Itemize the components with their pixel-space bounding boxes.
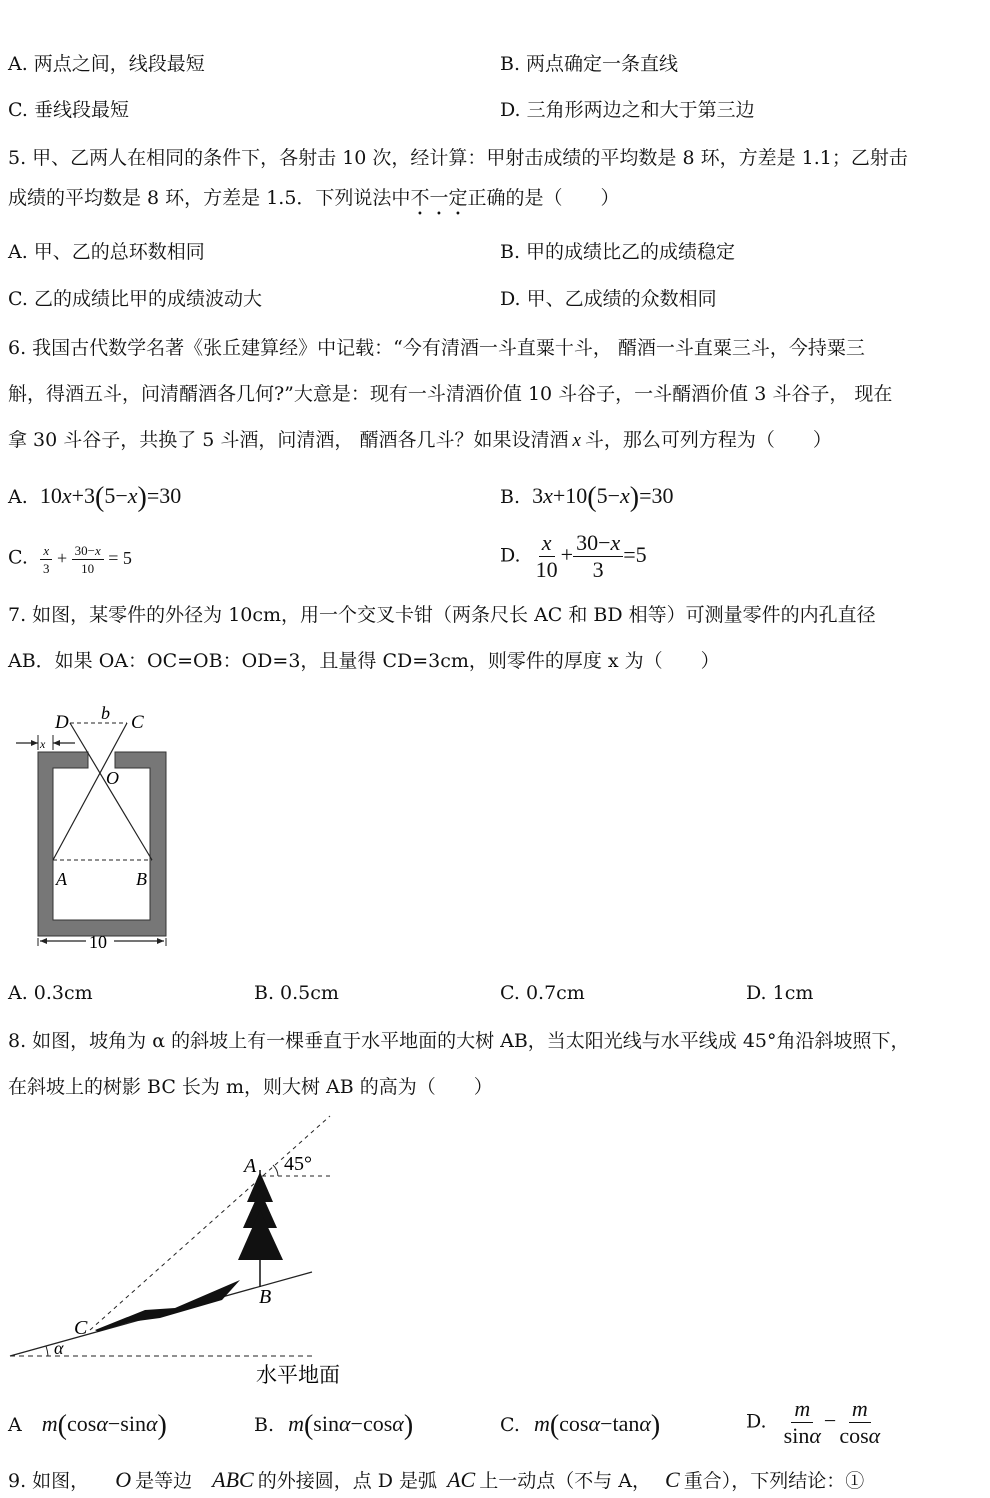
q8-option-c-expr: m(cosα−tanα) — [533, 1410, 661, 1441]
q8-option-d-expr: $\frac{m}{\sin\alpha}$ − $\frac{m}{\cos\alpha}$ — [783, 1396, 881, 1448]
q6-stem-text: 拿 30 斗谷子，共换了 5 斗酒，问清酒， 醑酒各几斗？如果设清酒 — [8, 429, 569, 451]
q9-arc: AC — [447, 1467, 476, 1492]
q7-stem-line1: 7. 如图，某零件的外径为 10cm，用一个交叉卡钳（两条尺长 AC 和 BD 相等）可测量零件的内孔直径 — [8, 604, 876, 626]
q9-stem-line1 — [8, 1468, 864, 1493]
q6-option-b-label: B. — [500, 486, 521, 508]
label-45: 45° — [284, 1153, 312, 1175]
q9-circle-o: O — [115, 1467, 132, 1492]
label-b-top: b — [101, 703, 110, 723]
q7-option-a: A. 0.3cm — [8, 982, 93, 1004]
q6-option-c — [8, 544, 132, 575]
q5-emphasis: 不一定 — [410, 187, 468, 209]
q6-option-a-label: A. — [8, 486, 28, 508]
q6-option-c-expr: $\frac{x}{3}$ + $\frac{30-x}{10}$ = 5 — [40, 548, 132, 568]
label-width: 10 — [89, 932, 107, 952]
q7-option-d: D. 1cm — [746, 982, 814, 1004]
q4-option-a: A. 两点之间，线段最短 — [8, 53, 205, 75]
q8-option-a-label: A — [8, 1414, 22, 1436]
q6-option-d-expr: $\frac{x}{10}$ + $\frac{30-x}{3}$ =5 — [535, 530, 647, 582]
q6-option-a-expr: 10x+3(5−x)=30 — [39, 482, 182, 513]
q7-option-b: B. 0.5cm — [254, 982, 339, 1004]
q6-stem-line1: 6. 我国古代数学名著《张丘建算经》中记载：“今有清酒一斗直粟十斗， 醑酒一斗直粟三斗，今持粟三 — [8, 337, 865, 359]
q6-option-b-expr: 3x+10(5−x)=30 — [532, 482, 674, 513]
q8-stem-line2: 在斜坡上的树影 BC 长为 m，则大树 AB 的高为（ ） — [8, 1076, 493, 1098]
q9-point-c: C — [665, 1467, 680, 1492]
q5-option-b: B. 甲的成绩比乙的成绩稳定 — [500, 241, 736, 263]
q8-option-a — [8, 1410, 167, 1441]
label-b: B — [259, 1286, 272, 1308]
q9-stem-text: 9. 如图， — [8, 1470, 90, 1492]
q6-variable: x — [572, 430, 581, 451]
q7-caliper-figure — [0, 690, 200, 960]
label-c: C — [74, 1317, 88, 1339]
caliper-arm-dc — [70, 723, 152, 860]
q9-text-1: 是等边 — [135, 1470, 193, 1492]
q4-option-b: B. 两点确定一条直线 — [500, 53, 679, 75]
q7-stem-line2: AB．如果 OA：OC=OB：OD=3，且量得 CD=3cm，则零件的厚度 x 为（ ） — [8, 650, 720, 672]
label-ground: 水平地面 — [256, 1363, 340, 1387]
q5-stem-line1: 5. 甲、乙两人在相同的条件下，各射击 10 次，经计算：甲射击成绩的平均数是 8 环，方差是 1.1；乙射击 — [8, 147, 908, 169]
q6-option-d-label: D. — [500, 544, 521, 567]
label-b: B — [136, 869, 147, 889]
q8-option-b-label: B. — [254, 1414, 275, 1436]
label-a: A — [56, 869, 67, 889]
q8-option-c — [500, 1410, 661, 1441]
q8-stem-line1: 8. 如图，坡角为 α 的斜坡上有一棵垂直于水平地面的大树 AB，当太阳光线与水平线成 45°角沿斜坡照下， — [8, 1030, 910, 1052]
q6-option-b — [500, 482, 674, 513]
q7-option-c: C. 0.7cm — [500, 982, 585, 1004]
q4-option-d: D. 三角形两边之和大于第三边 — [500, 99, 755, 121]
q6-stem-line2: 斛，得酒五斗，问清醑酒各几何?”大意是：现有一斗清酒价值 10 斗谷子，一斗醑酒价值 3 斗谷子， 现在 — [8, 383, 893, 405]
q8-option-d-label: D. — [746, 1410, 767, 1433]
q5-stem-line2 — [8, 186, 619, 220]
q6-option-a — [8, 482, 182, 513]
part-wall — [38, 752, 166, 936]
q5-stem-tail: 正确的是（ ） — [467, 187, 620, 209]
q8-option-b — [254, 1410, 414, 1441]
q5-option-a: A. 甲、乙的总环数相同 — [8, 241, 205, 263]
q8-option-a-expr: m(cosα−sinα) — [41, 1410, 167, 1441]
q9-text-3: 上一动点（不与 A， — [479, 1470, 651, 1492]
label-a: A — [244, 1155, 257, 1177]
q5-stem-text: 成绩的平均数是 8 环，方差是 1.5．下列说法中 — [8, 187, 411, 209]
q9-text-2: 的外接圆，点 D 是弧 — [257, 1470, 438, 1492]
q4-option-c: C. 垂线段最短 — [8, 99, 129, 121]
label-d: D — [55, 712, 69, 733]
q8-slope-figure — [0, 1110, 370, 1400]
q6-option-d — [500, 532, 647, 581]
q5-option-d: D. 甲、乙成绩的众数相同 — [500, 288, 717, 310]
q8-option-d — [746, 1398, 883, 1447]
q6-option-c-label: C. — [8, 546, 28, 569]
label-alpha: α — [54, 1338, 64, 1358]
label-x: x — [40, 737, 46, 751]
q5-option-c: C. 乙的成绩比甲的成绩波动大 — [8, 288, 262, 310]
label-c: C — [131, 712, 144, 733]
q9-text-4: 重合），下列结论：① — [683, 1470, 865, 1492]
q8-option-c-label: C. — [500, 1414, 520, 1436]
q6-stem-line3 — [8, 428, 832, 453]
q8-option-b-expr: m(sinα−cosα) — [288, 1410, 414, 1441]
q6-stem-tail: 斗，那么可列方程为（ ） — [584, 429, 832, 451]
label-o: O — [106, 768, 119, 788]
q9-triangle: ABC — [212, 1467, 254, 1492]
